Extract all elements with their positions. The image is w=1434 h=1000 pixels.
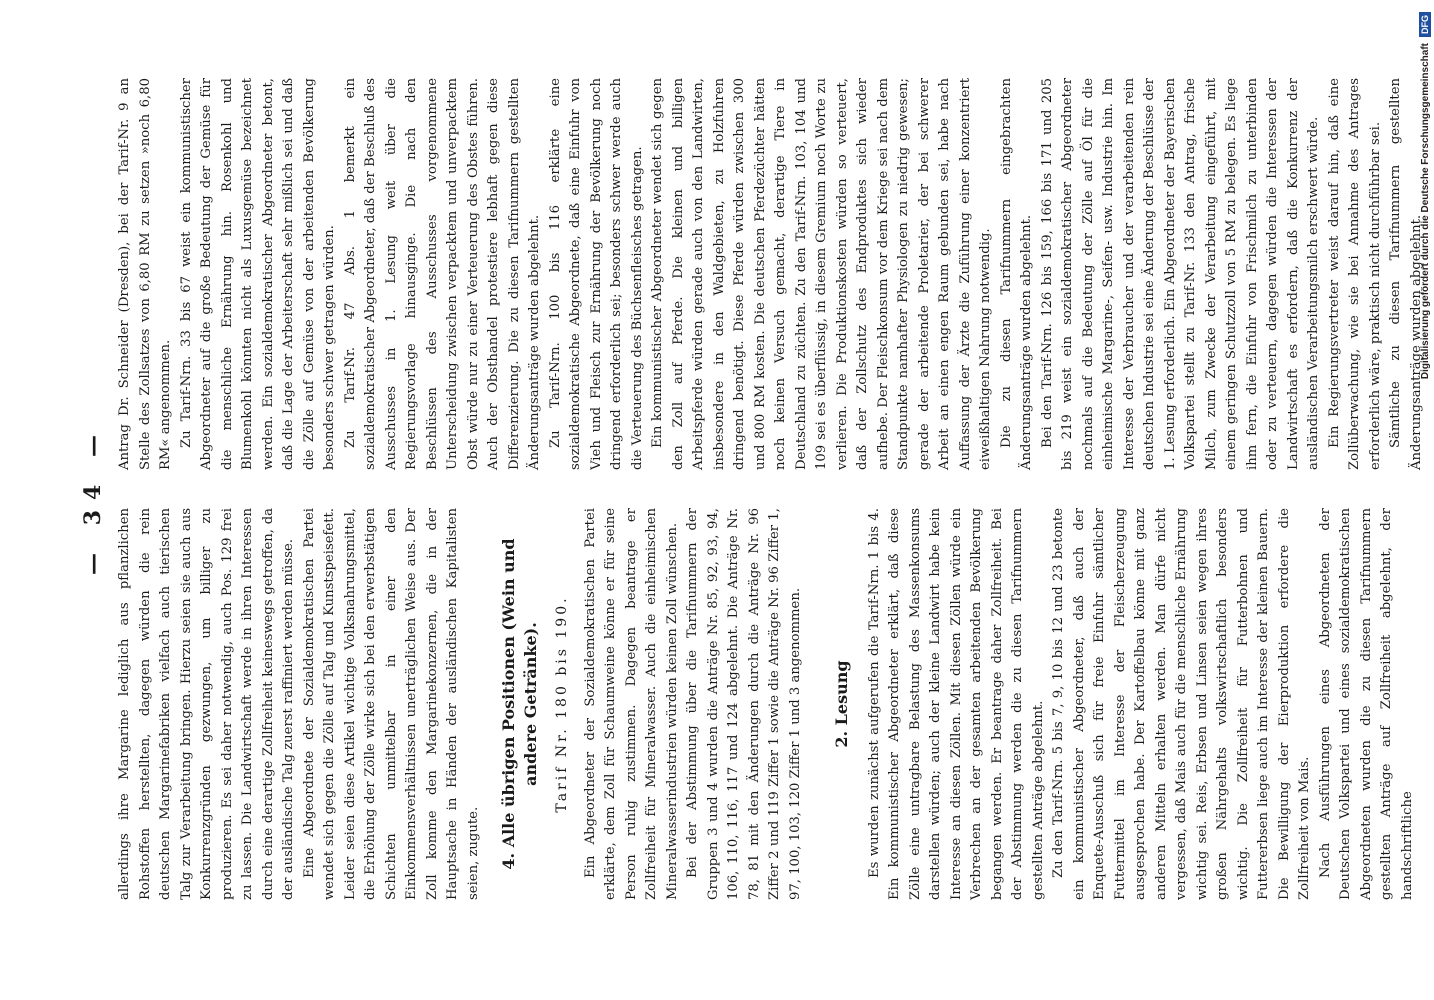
right-column bbox=[115, 78, 1427, 470]
paragraph: Ein Regierungsvertreter weist darauf hin, daß eine Zollüberwachung, wie sie bei Annahme des Antrages erforderlich wäre, praktisch nicht durchführbar sei. bbox=[1326, 78, 1383, 470]
paragraph: Es wurden zunächst aufgerufen die Tarif-Nrn. 1 bis 4. Ein kommunistischer Abgeordneter erklärt, daß diese Zölle eine untragbare Belastung des Massenkonsums darstellen würden; auch der kleine Landwirt habe kein Interesse an diesen Zöllen. Mit diesen Zöllen würde ein Verbrechen an der gesamten arbeitenden Bevölkerung begangen werden. Er beantrage daher Zollfreiheit. Bei der Abstimmung werden die zu diesen Tarifnummern gestellten Anträge abgelehnt. bbox=[866, 508, 1046, 900]
paragraph: Zu Tarif-Nrn. 33 bis 67 weist ein kommunistischer Abgeordneter auf die große Bedeutung der Gemüse für die menschliche Ernährung hin. Rosenkohl und Blumenkohl könnten nicht als Luxusgemüse bezeichnet werden. Ein sozialdemokratischer Abgeordneter betont, daß die Lage der Arbeiterschaft sehr mißlich sei und daß die Zölle auf Gemüse von der arbeitenden Bevölkerung besonders schwer getragen würden. bbox=[178, 78, 337, 470]
paragraph: Nach Ausführungen eines Abgeordneten der Deutschen Volkspartei und eines sozialdemokratischen Abgeordneten wurden die zu diesen Tarifnummern gestellten Anträge auf Zollfreiheit abgelehnt, der handschriftliche bbox=[1317, 508, 1415, 900]
dfg-logo: DFG bbox=[1419, 12, 1431, 37]
paragraph: Ein Abgeordneter der Sozialdemokratischen Partei erklärte, dem Zoll für Schaumweine könne er für seine Person ruhig zustimmen. Dagegen beantrage er Zollfreiheit für Mineralwasser. Auch die einheimischen Mineralwasserindustrien würden keinen Zoll wünschen. bbox=[582, 508, 680, 900]
paragraph: allerdings ihre Margarine lediglich aus pflanzlichen Rohstoffen herstellten, dagegen würden die rein deutschen Margarinefabriken vielfach auch tierischen Talg zur Verarbeitung bringen. Hierzu seien sie auch aus Konkurrenzgründen gezwungen, um billiger zu produzieren. Es sei daher notwendig, auch Pos. 129 frei zu lassen. Die Landwirtschaft werde in ihren Interessen durch eine derartige Zollfreiheit keineswegs getroffen, da der ausländische Talg zuerst raffiniert werden müsse. bbox=[117, 508, 296, 900]
section-heading-2-lesung: 2. Lesung bbox=[832, 660, 851, 748]
paragraph: Eine Abgeordnete der Sozialdemokratischen Partei wendet sich gegen die Zölle auf Talg und Kunstspeisefett. Leider seien diese Artikel wichtige Volksnahrungsmittel, die Erhöhung der Zölle wirke sich bei den erwerbstätigen Schichten unmittelbar in einer den Einkommensverhältnissen unerträglichen Weise aus. Der Zoll komme den Margarinekonzernen, die in der Hauptsache in Händen der ausländischen Kapitalisten seien, zugute. bbox=[301, 508, 481, 900]
page-number: — 34 — bbox=[80, 425, 106, 575]
paragraph: Bei der Abstimmung über die Tarifnummern der Gruppen 3 und 4 wurden die Anträge Nr. 85, 92, 93, 94, 106, 110, 116, 117 und 124 abgelehnt. Die Anträge Nr. 78, 81 mit den Änderungen durch die Anträge Nr. 96 Ziffer 2 und 119 Ziffer 1 sowie die Anträge Nr. 96 Ziffer 1, 97, 100, 103, 120 Ziffer 1 und 3 angenommen. bbox=[685, 508, 803, 900]
left-column bbox=[115, 508, 1418, 900]
paragraph: Ein kommunistischer Abgeordneter wendet sich gegen den Zoll auf Pferde. Die kleinen und billigen Arbeitspferde würden gerade auch von den Landwirten, insbesondere in den Waldgebieten, zu Holzfuhren dringend benötigt. Diese Pferde würden zwischen 300 und 800 RM kosten. Die deutschen Pferdezüchter hätten noch keinen Versuch gemacht, derartige Tiere in Deutschland zu züchten. Zu den Tarif-Nrn. 103, 104 und 109 sei es überflüssig, in diesem Gremium noch Worte zu verlieren. Die Produktionskosten würden so verteuert, daß der Zollschutz des Endproduktes sich wieder aufhebe. Der Fleischkonsum vor dem Kriege sei nach dem Standpunkte namhafter Physiologen zu niedrig gewesen; gerade der arbeitende Proletarier, der bei schwerer Arbeit an einen engen Raum gebunden sei, habe nach Auffassung der Ärzte die Zuführung einer konzentriert eiweißhaltigen Nahrung notwendig. bbox=[650, 78, 993, 470]
funding-note bbox=[1408, 0, 1434, 1000]
paragraph: Sämtliche zu diesen Tarifnummern gestellten Änderungsanträge wurden abgelehnt. bbox=[1388, 78, 1424, 470]
paragraph: Die zu diesen Tarifnummern eingebrachten Änderungsanträge wurden abgelehnt. bbox=[998, 78, 1034, 470]
paragraph: Bei den Tarif-Nrn. 126 bis 159, 166 bis 171 und 205 bis 219 weist ein sozialdemokratischer Abgeordneter nochmals auf die Bedeutung der Zölle auf Öl für die einheimische Margarine-, Seifen- usw. Industrie hin. Im Interesse der Verbraucher und der verarbeitenden rein deutschen Industrie sei eine Änderung der Beschlüsse der 1. Lesung erforderlich. Ein Abgeordneter der Bayerischen Volkspartei stellt zu Tarif-Nr. 133 den Antrag, frische Milch, zum Zwecke der Verarbeitung eingeführt, mit einem geringen Schutzzoll von 5 RM zu belegen. Es liege ihm fern, die Einfuhr von Frischmilch zu unterbinden oder zu verteuern, dagegen würden die Interessen der Landwirtschaft es erfordern, daß die Konkurrenz der ausländischen Verarbeitungsmilch erschwert würde. bbox=[1039, 78, 1321, 470]
funding-note-text: Digitalisierung gefördert durch die Deutsche Forschungsgemeinschaft bbox=[1419, 43, 1431, 380]
paragraph: Zu den Tarif-Nrn. 5 bis 7, 9, 10 bis 12 und 23 betonte ein kommunistischer Abgeordneter, daß auch der Enquete-Ausschuß sich für freie Einfuhr sämtlicher Futtermittel im Interesse der Fleischerzeugung ausgesprochen habe. Der Kartoffelbau könne mit ganz anderen Mitteln erhalten werden. Man dürfe nicht vergessen, daß Mais auch für die menschliche Ernährung wichtig sei. Reis, Erbsen und Linsen seien wegen ihres großen Nährgehalts volkswirtschaftlich besonders wichtig. Die Zollfreiheit für Futterbohnen und Futtererbsen liege auch im Interesse der kleinen Bauern. Die Bewilligung der Eierproduktion erfordere die Zollfreiheit von Mais. bbox=[1051, 508, 1312, 900]
paragraph: Zu Tarif-Nrn. 100 bis 116 erklärte eine sozialdemokratische Abgeordnete, daß eine Einfuhr von Vieh und Fleisch zur Ernährung der Bevölkerung noch dringend erforderlich sei; besonders schwer werde auch die Verteuerung des Büchsenfleisches getragen. bbox=[547, 78, 645, 470]
tariff-range-heading: Tarif Nr. 180 bis 190. bbox=[554, 595, 570, 813]
paragraph: Zu Tarif-Nr. 47 Abs. 1 bemerkt ein sozialdemokratischer Abgeordneter, daß der Beschluß des Ausschusses in 1. Lesung weit über die Regierungsvorlage hinausginge. Die nach den Beschlüssen des Ausschusses vorgenommene Unterscheidung zwischen verpacktem und unverpacktem Obst würde nur zu einer Verteuerung des Obstes führen. Auch der Obsthandel protestiere lebhaft gegen diese Differenzierung. Die zu diesen Tarifnummern gestellten Änderungsanträge wurden abgelehnt. bbox=[342, 78, 542, 470]
section-heading-4: 4. Alle übrigen Positionen (Wein und andere Getränke). bbox=[499, 538, 540, 870]
paragraph: Antrag Dr. Schneider (Dresden), bei der Tarif-Nr. 9 an Stelle des Zollsatzes von 6,80 RM zu setzen »noch 6,80 RM« angenommen. bbox=[117, 78, 173, 470]
